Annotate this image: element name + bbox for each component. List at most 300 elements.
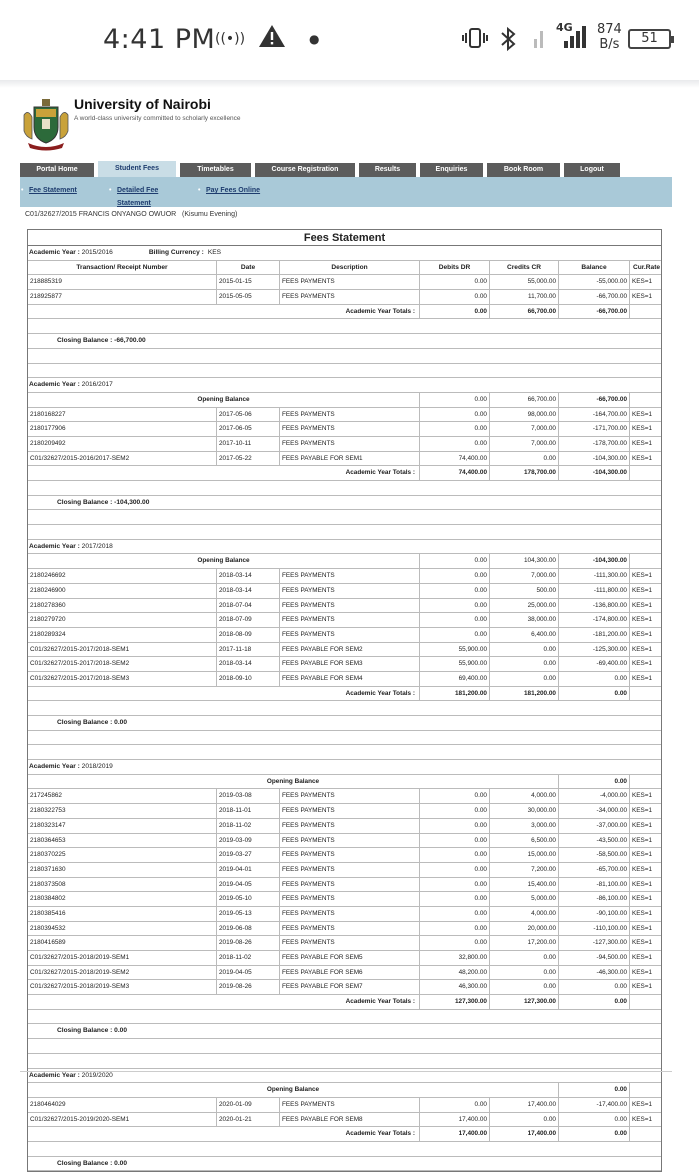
spacer-row [28, 481, 661, 496]
transaction-description: FEES PAYABLE FOR SEM5 [280, 951, 420, 965]
tab-results[interactable]: Results [359, 163, 416, 177]
credit-amount: 0.00 [490, 672, 559, 686]
transaction-row [28, 643, 661, 658]
totals-label: Academic Year Totals : [280, 1127, 420, 1141]
total-debit: 181,200.00 [420, 687, 490, 701]
closing-balance-value: -66,700.00 [114, 337, 146, 345]
currency-rate: KES=1 [632, 836, 653, 844]
credit-amount: 0.00 [490, 951, 559, 965]
transaction-row [28, 951, 661, 966]
spacer-row [28, 349, 661, 364]
transaction-row [28, 437, 661, 452]
receipt-number: 2180246692 [28, 569, 217, 583]
transaction-description: FEES PAYMENTS [280, 892, 420, 906]
transaction-date: 2018-11-01 [217, 804, 280, 818]
transaction-description: FEES PAYMENTS [280, 848, 420, 862]
column-header: Cur.Rate [632, 263, 661, 271]
currency-rate: KES=1 [632, 616, 653, 624]
debit-amount: 0.00 [420, 628, 490, 642]
transaction-date: 2018-08-09 [217, 628, 280, 642]
transaction-row [28, 922, 661, 937]
transaction-row [28, 819, 661, 834]
opening-rate [630, 775, 663, 789]
opening-credit: 104,300.00 [490, 554, 559, 568]
transaction-date: 2019-06-08 [217, 922, 280, 936]
debit-amount: 0.00 [420, 408, 490, 422]
receipt-number: 2180385416 [28, 907, 217, 921]
currency-rate: KES=1 [632, 601, 653, 609]
tab-timetables[interactable]: Timetables [180, 163, 251, 177]
tab-portal-home[interactable]: Portal Home [20, 163, 94, 177]
transaction-description: FEES PAYMENTS [280, 907, 420, 921]
credit-amount: 98,000.00 [490, 408, 559, 422]
currency-rate: KES=1 [632, 572, 653, 580]
academic-year-totals-row [28, 305, 661, 320]
debit-amount: 0.00 [420, 804, 490, 818]
academic-year-value: 2015/2016 [81, 249, 113, 256]
student-reg-name: C01/32627/2015 FRANCIS ONYANGO OWUOR [25, 211, 177, 218]
balance-amount: -55,000.00 [559, 275, 630, 289]
currency-rate: KES=1 [632, 660, 653, 668]
total-credit: 127,300.00 [490, 995, 559, 1009]
column-header: Credits CR [490, 261, 559, 275]
receipt-number: 2180168227 [28, 408, 217, 422]
receipt-number: 2180371630 [28, 863, 217, 877]
currency-rate: KES=1 [632, 410, 653, 418]
transaction-date: 2019-04-05 [217, 966, 280, 980]
transaction-description: FEES PAYABLE FOR SEM7 [280, 980, 420, 994]
fee-statement-link[interactable]: • Fee Statement [29, 184, 77, 197]
credit-amount: 7,200.00 [490, 863, 559, 877]
currency-rate: KES=1 [632, 895, 653, 903]
closing-balance-value: 0.00 [114, 719, 128, 726]
credit-amount: 15,000.00 [490, 848, 559, 862]
transaction-date: 2017-11-18 [217, 643, 280, 657]
transaction-row [28, 672, 661, 687]
transaction-description: FEES PAYMENTS [280, 408, 420, 422]
receipt-number: C01/32627/2015-2018/2019-SEM3 [28, 980, 217, 994]
debit-amount: 0.00 [420, 290, 490, 304]
credit-amount: 3,000.00 [490, 819, 559, 833]
transaction-description: FEES PAYMENTS [280, 922, 420, 936]
debit-amount: 0.00 [420, 863, 490, 877]
academic-year-value: 2017/2018 [81, 542, 113, 550]
credit-amount: 17,200.00 [490, 936, 559, 950]
debit-amount: 0.00 [420, 569, 490, 583]
balance-amount: 0.00 [559, 1113, 630, 1127]
opening-balance: 0.00 [559, 775, 630, 789]
student-campus: (Kisumu Evening) [182, 211, 238, 218]
credit-amount: 7,000.00 [490, 422, 559, 436]
transaction-row [28, 789, 661, 804]
balance-amount: -136,800.00 [559, 599, 630, 613]
transaction-description: FEES PAYMENTS [280, 422, 420, 436]
spacer-row [28, 1039, 661, 1054]
transaction-description: FEES PAYABLE FOR SEM8 [280, 1113, 420, 1127]
debit-amount: 0.00 [420, 599, 490, 613]
debit-amount: 0.00 [420, 922, 490, 936]
closing-balance-row [28, 1024, 661, 1039]
balance-amount: -171,700.00 [559, 422, 630, 436]
transaction-date: 2020-01-21 [217, 1113, 280, 1127]
transaction-row [28, 907, 661, 922]
total-credit: 17,400.00 [490, 1127, 559, 1141]
academic-year-value: 2016/2017 [81, 381, 113, 389]
receipt-number: 2180289324 [28, 628, 217, 642]
currency-rate: KES=1 [632, 586, 653, 594]
balance-amount: 0.00 [559, 672, 630, 686]
receipt-number: 2180416589 [28, 936, 217, 950]
balance-amount: -43,500.00 [559, 834, 630, 848]
tab-student-fees[interactable]: Student Fees [98, 161, 176, 178]
opening-balance-label: Opening Balance [28, 393, 420, 407]
status-bar [0, 0, 699, 80]
total-balance: 0.00 [559, 1127, 630, 1141]
balance-amount: 0.00 [559, 980, 630, 994]
receipt-number: 218925877 [28, 290, 217, 304]
credit-amount: 0.00 [490, 966, 559, 980]
balance-amount: -34,000.00 [559, 804, 630, 818]
closing-balance-row [28, 1157, 661, 1172]
currency-rate: KES=1 [632, 439, 653, 447]
currency-rate: KES=1 [632, 968, 653, 976]
balance-amount: -110,100.00 [559, 922, 630, 936]
debit-amount: 0.00 [420, 936, 490, 950]
balance-amount: -164,700.00 [559, 408, 630, 422]
receipt-number: 218885319 [28, 275, 217, 289]
transaction-date: 2020-01-09 [217, 1098, 280, 1112]
spacer-row [28, 1142, 661, 1157]
total-balance: 0.00 [559, 687, 630, 701]
transaction-row [28, 584, 661, 599]
spacer-row [28, 364, 661, 379]
transaction-date: 2019-08-26 [217, 980, 280, 994]
currency-rate: KES=1 [632, 792, 653, 800]
credit-amount: 25,000.00 [490, 599, 559, 613]
billing-currency-label: Billing Currency : [148, 249, 204, 256]
totals-label: Academic Year Totals : [280, 995, 420, 1009]
receipt-number: 2180323147 [28, 819, 217, 833]
transaction-description: FEES PAYABLE FOR SEM2 [280, 643, 420, 657]
transaction-description: FEES PAYMENTS [280, 819, 420, 833]
closing-balance-row [28, 716, 661, 731]
debit-amount: 17,400.00 [420, 1113, 490, 1127]
transaction-date: 2018-03-14 [217, 657, 280, 671]
balance-amount: -66,700.00 [559, 290, 630, 304]
academic-year-label: Academic Year : [29, 249, 82, 256]
debit-amount: 0.00 [420, 789, 490, 803]
transaction-row [28, 408, 661, 423]
transaction-row [28, 804, 661, 819]
balance-amount: -127,300.00 [559, 936, 630, 950]
debit-amount: 0.00 [420, 834, 490, 848]
transaction-row [28, 657, 661, 672]
transaction-description: FEES PAYMENTS [280, 789, 420, 803]
column-header-row [28, 261, 661, 276]
closing-balance-row [28, 334, 661, 349]
transaction-description: FEES PAYABLE FOR SEM6 [280, 966, 420, 980]
transaction-description: FEES PAYABLE FOR SEM4 [280, 672, 420, 686]
total-credit: 66,700.00 [490, 305, 559, 319]
currency-rate: KES=1 [632, 983, 653, 991]
tab-logout[interactable]: Logout [564, 163, 620, 177]
closing-balance-value: 0.00 [114, 1159, 128, 1167]
network-type: 4G [556, 21, 573, 34]
receipt-number: 217245862 [28, 789, 217, 803]
university-crest-icon [22, 97, 70, 151]
spacer-row [28, 701, 661, 716]
balance-amount: -90,100.00 [559, 907, 630, 921]
currency-rate: KES=1 [632, 425, 653, 433]
receipt-number: 2180464029 [28, 1098, 217, 1112]
tab-course-registration[interactable]: Course Registration [255, 163, 355, 177]
receipt-number: 2180279720 [28, 613, 217, 627]
currency-rate: KES=1 [632, 1115, 653, 1123]
credit-amount: 6,400.00 [490, 628, 559, 642]
transaction-date: 2017-05-06 [217, 408, 280, 422]
credit-amount: 0.00 [490, 980, 559, 994]
transaction-date: 2018-09-10 [217, 672, 280, 686]
closing-balance-label: Closing Balance : [57, 719, 115, 726]
transaction-row [28, 863, 661, 878]
transaction-row [28, 878, 661, 893]
balance-amount: -104,300.00 [559, 452, 630, 466]
transaction-description: FEES PAYMENTS [280, 584, 420, 598]
sim-signal-icon [532, 27, 550, 53]
opening-balance: -66,700.00 [559, 393, 630, 407]
opening-balance: -104,300.00 [559, 554, 630, 568]
billing-currency-value: KES [207, 249, 222, 256]
fees-statement-table [27, 229, 662, 1172]
pay-fees-online-link[interactable]: • Pay Fees Online [206, 184, 260, 197]
academic-year-label: Academic Year : [29, 542, 82, 550]
transaction-date: 2019-04-01 [217, 863, 280, 877]
transaction-date: 2019-04-05 [217, 878, 280, 892]
transaction-description: FEES PAYMENTS [280, 569, 420, 583]
currency-rate: KES=1 [632, 954, 653, 961]
totals-label: Academic Year Totals : [280, 305, 420, 319]
transaction-row [28, 290, 661, 305]
transaction-row [28, 452, 661, 467]
status-divider [0, 80, 699, 88]
receipt-number: 2180246900 [28, 584, 217, 598]
transaction-description: FEES PAYMENTS [280, 936, 420, 950]
column-header: Balance [559, 261, 630, 275]
column-header: Debits DR [420, 261, 490, 275]
opening-balance-row [28, 393, 661, 408]
totals-label: Academic Year Totals : [280, 687, 420, 701]
total-debit: 17,400.00 [420, 1127, 490, 1141]
credit-amount: 55,000.00 [490, 275, 559, 289]
opening-rate [630, 393, 663, 407]
total-debit: 127,300.00 [420, 995, 490, 1009]
transaction-date: 2017-05-22 [217, 452, 280, 466]
debit-amount: 69,400.00 [420, 672, 490, 686]
transaction-row [28, 834, 661, 849]
page-footer-divider [20, 1071, 672, 1072]
balance-amount: -17,400.00 [559, 1098, 630, 1112]
tab-book-room[interactable]: Book Room [487, 163, 560, 177]
currency-rate: KES=1 [632, 278, 653, 286]
balance-amount: -58,500.00 [559, 848, 630, 862]
transaction-date: 2017-10-11 [217, 437, 280, 451]
transaction-description: FEES PAYMENTS [280, 834, 420, 848]
column-header: Transaction/ Receipt Number [28, 261, 217, 275]
total-debit: 74,400.00 [420, 466, 490, 480]
debit-amount: 0.00 [420, 878, 490, 892]
transaction-description: FEES PAYMENTS [280, 628, 420, 642]
opening-balance-row [28, 1083, 661, 1098]
credit-amount: 0.00 [490, 1113, 559, 1127]
receipt-number: C01/32627/2015-2016/2017-SEM2 [28, 452, 217, 466]
bluetooth-icon [499, 27, 517, 55]
clock: 4:41 PM [103, 24, 216, 55]
debit-amount: 48,200.00 [420, 966, 490, 980]
transaction-description: FEES PAYABLE FOR SEM1 [280, 452, 420, 466]
spacer-row [28, 745, 661, 760]
transaction-date: 2019-03-27 [217, 848, 280, 862]
transaction-date: 2018-07-04 [217, 599, 280, 613]
transaction-date: 2015-05-05 [217, 290, 280, 304]
spacer-row [28, 525, 661, 540]
transaction-description: FEES PAYABLE FOR SEM3 [280, 657, 420, 671]
academic-year-row [28, 760, 661, 775]
closing-balance-value: 0.00 [114, 1027, 128, 1035]
credit-amount: 4,000.00 [490, 907, 559, 921]
receipt-number: C01/32627/2015-2017/2018-SEM3 [28, 672, 217, 686]
currency-rate: KES=1 [632, 454, 653, 462]
balance-amount: -65,700.00 [559, 863, 630, 877]
transaction-description: FEES PAYMENTS [280, 275, 420, 289]
balance-amount: -46,300.00 [559, 966, 630, 980]
credit-amount: 0.00 [490, 452, 559, 466]
closing-balance-label: Closing Balance : [57, 498, 115, 506]
total-rate [630, 1127, 663, 1141]
credit-amount: 20,000.00 [490, 922, 559, 936]
network-speed: 874 B/s [597, 22, 622, 52]
closing-balance-label: Closing Balance : [57, 1159, 115, 1167]
receipt-number: 2180373508 [28, 878, 217, 892]
academic-year-totals-row [28, 995, 661, 1010]
total-credit: 178,700.00 [490, 466, 559, 480]
academic-year-value: 2019/2020 [81, 1071, 113, 1079]
dot-icon: ● [309, 32, 320, 46]
currency-rate: KES=1 [632, 821, 653, 829]
transaction-description: FEES PAYMENTS [280, 437, 420, 451]
university-tagline: A world-class university committed to scholarly excellence [74, 115, 241, 122]
totals-label: Academic Year Totals : [280, 466, 420, 480]
total-balance: 0.00 [559, 995, 630, 1009]
transaction-date: 2018-11-02 [217, 819, 280, 833]
currency-rate: KES=1 [632, 924, 653, 932]
credit-amount: 6,500.00 [490, 834, 559, 848]
currency-rate: KES=1 [632, 939, 653, 947]
debit-amount: 32,800.00 [420, 951, 490, 965]
receipt-number: 2180278360 [28, 599, 217, 613]
receipt-number: C01/32627/2015-2017/2018-SEM1 [28, 643, 217, 657]
spacer-row [28, 731, 661, 746]
credit-amount: 11,700.00 [490, 290, 559, 304]
credit-amount: 17,400.00 [490, 1098, 559, 1112]
transaction-description: FEES PAYMENTS [280, 613, 420, 627]
transaction-date: 2018-11-02 [217, 951, 280, 965]
closing-balance-row [28, 496, 661, 511]
balance-amount: -178,700.00 [559, 437, 630, 451]
debit-amount: 0.00 [420, 892, 490, 906]
total-rate [630, 305, 663, 319]
student-info [25, 211, 237, 218]
currency-rate: KES=1 [632, 1100, 653, 1108]
credit-amount: 500.00 [490, 584, 559, 598]
currency-rate: KES=1 [632, 807, 653, 815]
transaction-row [28, 599, 661, 614]
transaction-row [28, 628, 661, 643]
credit-amount: 5,000.00 [490, 892, 559, 906]
transaction-description: FEES PAYMENTS [280, 863, 420, 877]
balance-amount: -4,000.00 [559, 789, 630, 803]
total-rate [630, 466, 663, 480]
credit-amount: 4,000.00 [490, 789, 559, 803]
total-rate [630, 687, 663, 701]
transaction-date: 2018-03-14 [217, 569, 280, 583]
transaction-row [28, 613, 661, 628]
receipt-number: 2180209492 [28, 437, 217, 451]
debit-amount: 0.00 [420, 275, 490, 289]
currency-rate: KES=1 [632, 674, 653, 682]
tab-enquiries[interactable]: Enquiries [420, 163, 483, 177]
balance-amount: -111,800.00 [559, 584, 630, 598]
transaction-row [28, 966, 661, 981]
main-nav [20, 161, 672, 177]
transaction-date: 2019-03-08 [217, 789, 280, 803]
transaction-date: 2019-05-13 [217, 907, 280, 921]
transaction-date: 2018-03-14 [217, 584, 280, 598]
balance-amount: -111,300.00 [559, 569, 630, 583]
academic-year-totals-row [28, 687, 661, 702]
balance-amount: -94,500.00 [559, 951, 630, 965]
receipt-number: 2180384802 [28, 892, 217, 906]
transaction-date: 2015-01-15 [217, 275, 280, 289]
credit-amount: 0.00 [490, 643, 559, 657]
currency-rate: KES=1 [632, 851, 653, 859]
opening-balance-label: Opening Balance [28, 554, 420, 568]
university-name: University of Nairobi [74, 96, 211, 112]
spacer-row [28, 510, 661, 525]
total-balance: -66,700.00 [559, 305, 630, 319]
currency-rate: KES=1 [632, 909, 653, 917]
debit-amount: 0.00 [420, 584, 490, 598]
academic-year-row [28, 378, 661, 393]
opening-debit: 0.00 [420, 393, 490, 407]
warning-icon [258, 24, 286, 52]
receipt-number: 2180322753 [28, 804, 217, 818]
spacer-row [28, 1054, 661, 1069]
transaction-date: 2019-03-09 [217, 834, 280, 848]
detailed-fee-statement-link[interactable]: • Detailed Fee Statement [117, 184, 177, 210]
statement-title: Fees Statement [28, 230, 661, 246]
transaction-row [28, 422, 661, 437]
currency-rate: KES=1 [632, 880, 653, 888]
transaction-row [28, 569, 661, 584]
academic-year-totals-row [28, 1127, 661, 1142]
debit-amount: 0.00 [420, 848, 490, 862]
credit-amount: 15,400.00 [490, 878, 559, 892]
transaction-row [28, 936, 661, 951]
receipt-number: C01/32627/2015-2017/2018-SEM2 [28, 657, 217, 671]
receipt-number: 2180177906 [28, 422, 217, 436]
transaction-description: FEES PAYMENTS [280, 1098, 420, 1112]
debit-amount: 0.00 [420, 819, 490, 833]
